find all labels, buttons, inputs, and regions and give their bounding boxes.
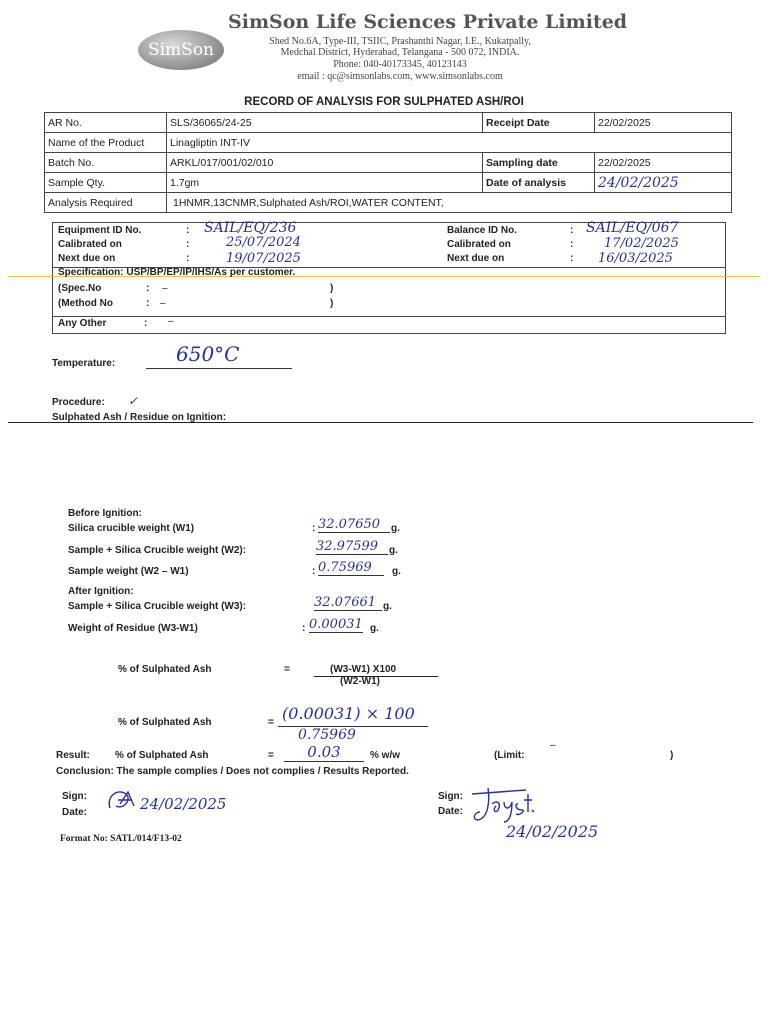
table-row [45,173,732,193]
company-logo [138,30,224,70]
w2-label: Sample + Silica Crucible weight (W2): [68,545,247,556]
table-row [45,113,732,133]
logo-text: SimSon [147,40,215,60]
colon: : [302,623,306,634]
calibrated-value: 25/07/2024 [226,235,301,250]
table-row [45,133,732,153]
residue-label: Weight of Residue (W3-W1) [68,623,198,634]
result-name: % of Sulphated Ash [115,750,209,761]
ar-no-label: AR No. [45,113,167,133]
colon: : [186,225,190,236]
qty-label: Sample Qty. [45,173,167,193]
sign-label-right: Sign: [438,791,463,802]
colon: : [570,239,574,250]
colon: : [312,566,316,577]
sample-info-table [44,112,732,213]
colon: : [146,298,150,309]
specification-text: Specification: USP/BP/EP/IP/IHS/As per customer. [58,267,296,278]
format-number: Format No: SATL/014/F13-02 [60,834,182,844]
batch-value: ARKL/017/001/02/010 [167,153,483,173]
colon: : [186,253,190,264]
balance-calibrated-value: 17/02/2025 [604,236,679,251]
sign-date-right: 24/02/2025 [506,822,599,841]
equals: = [284,664,290,675]
limit-value: – [550,740,556,751]
w2-value: 32.97599 [316,539,388,555]
colon: : [570,253,574,264]
close-paren: ) [330,298,334,309]
table-row [45,153,732,173]
spec-no-label: (Spec.No [58,283,102,294]
equipment-id-value: SAIL/EQ/236 [204,220,297,236]
analysis-date-label: Date of analysis [483,173,595,193]
calc-denominator: 0.75969 [298,727,356,743]
phone-line: Phone: 040-40173345, 40123143 [333,59,467,70]
balance-id-label: Balance ID No. [447,225,518,236]
calc-label-2: % of Sulphated Ash [118,717,212,728]
record-title: RECORD OF ANALYSIS FOR SULPHATED ASH/ROI [244,96,524,108]
procedure-title: Sulphated Ash / Residue on Ignition: [52,412,227,423]
batch-label: Batch No. [45,153,167,173]
w3-label: Sample + Silica Crucible weight (W3): [68,601,247,612]
close-paren: ) [330,283,334,294]
after-ignition-label: After Ignition: [68,586,134,597]
colon: : [146,283,150,294]
analysis-required-value: 1HNMR,13CNMR,Sulphated Ash/ROI,WATER CONTENT, [167,193,732,213]
receipt-date-value: 22/02/2025 [595,113,732,133]
method-no-label: (Method No [58,298,113,309]
sampling-date-value: 22/02/2025 [595,153,732,173]
unit: g. [391,523,400,534]
analysis-date-value: 24/02/2025 [595,173,732,193]
signature-left [104,786,140,814]
date-label-left: Date: [62,807,88,818]
any-other-value: – [168,316,174,327]
formula-numerator: (W3-W1) X100 [330,664,397,675]
colon: : [570,225,574,236]
analysis-required-label: Analysis Required [45,193,167,213]
balance-id-value: SAIL/EQ/067 [586,220,679,236]
w1-label: Silica crucible weight (W1) [68,523,195,534]
equipment-id-label: Equipment ID No. [58,225,142,236]
balance-calibrated-label: Calibrated on [447,239,511,250]
qty-value: 1.7gm [167,173,483,193]
receipt-date-label: Receipt Date [483,113,595,133]
unit: g. [370,623,379,634]
divider [53,316,725,317]
colon: : [144,318,148,329]
limit-close: ) [670,750,674,761]
limit-label: (Limit: [494,750,525,761]
calibrated-label: Calibrated on [58,239,122,250]
procedure-label: Procedure: [52,397,105,408]
company-name: SimSon Life Sciences Private Limited [228,11,628,33]
w1-value: 32.07650 [318,517,390,533]
address-line-1: Shed No.6A, Type-III, TSIIC, Prashanthi Nagar, I.E., Kukatpally, [269,36,531,47]
table-row [45,193,732,213]
signature-right [470,782,550,826]
calc-label-1: % of Sulphated Ash [118,664,212,675]
balance-next-due-value: 16/03/2025 [598,251,673,266]
ar-no-value: SLS/36065/24-25 [167,113,483,133]
spec-no-value: – [162,283,168,294]
any-other-label: Any Other [58,318,107,329]
equals: = [268,750,274,761]
email-line: email : qc@simsonlabs.com, www.simsonlabs.com [297,71,503,82]
sampling-date-label: Sampling date [483,153,595,173]
product-label: Name of the Product [45,133,167,153]
conclusion: Conclusion: The sample complies / Does not complies / Results Reported. [56,766,409,777]
unit: g. [383,601,392,612]
method-no-value: – [160,298,166,309]
result-value: 0.03 [284,743,364,762]
balance-next-due-label: Next due on [447,253,505,264]
page-divider [8,422,753,423]
unit: g. [389,545,398,556]
sample-weight-value: 0.75969 [318,560,384,576]
equals: = [268,717,274,728]
sign-date-left: 24/02/2025 [140,795,227,813]
sample-weight-label: Sample weight (W2 – W1) [68,566,189,577]
procedure-tick-icon: ✓ [128,394,139,408]
date-label-right: Date: [438,806,464,817]
formula-denominator: (W2-W1) [340,676,380,687]
colon: : [312,523,316,534]
result-unit: % w/w [370,750,401,761]
product-value: Linagliptin INT-IV [167,133,732,153]
temperature-label: Temperature: [52,358,116,369]
next-due-label: Next due on [58,253,116,264]
next-due-value: 19/07/2025 [226,251,301,266]
before-ignition-label: Before Ignition: [68,508,142,519]
colon: : [186,239,190,250]
w3-value: 32.07661 [314,595,382,611]
residue-value: 0.00031 [309,617,363,632]
unit: g. [392,566,401,577]
calc-numerator: (0.00031) × 100 [282,704,415,723]
temperature-underline [146,368,292,369]
result-label: Result: [56,750,90,761]
address-line-2: Medchal District, Hyderabad, Telangana - 500 072, INDIA. [280,47,520,58]
temperature-value: 650°C [176,342,240,366]
sign-label-left: Sign: [62,791,87,802]
